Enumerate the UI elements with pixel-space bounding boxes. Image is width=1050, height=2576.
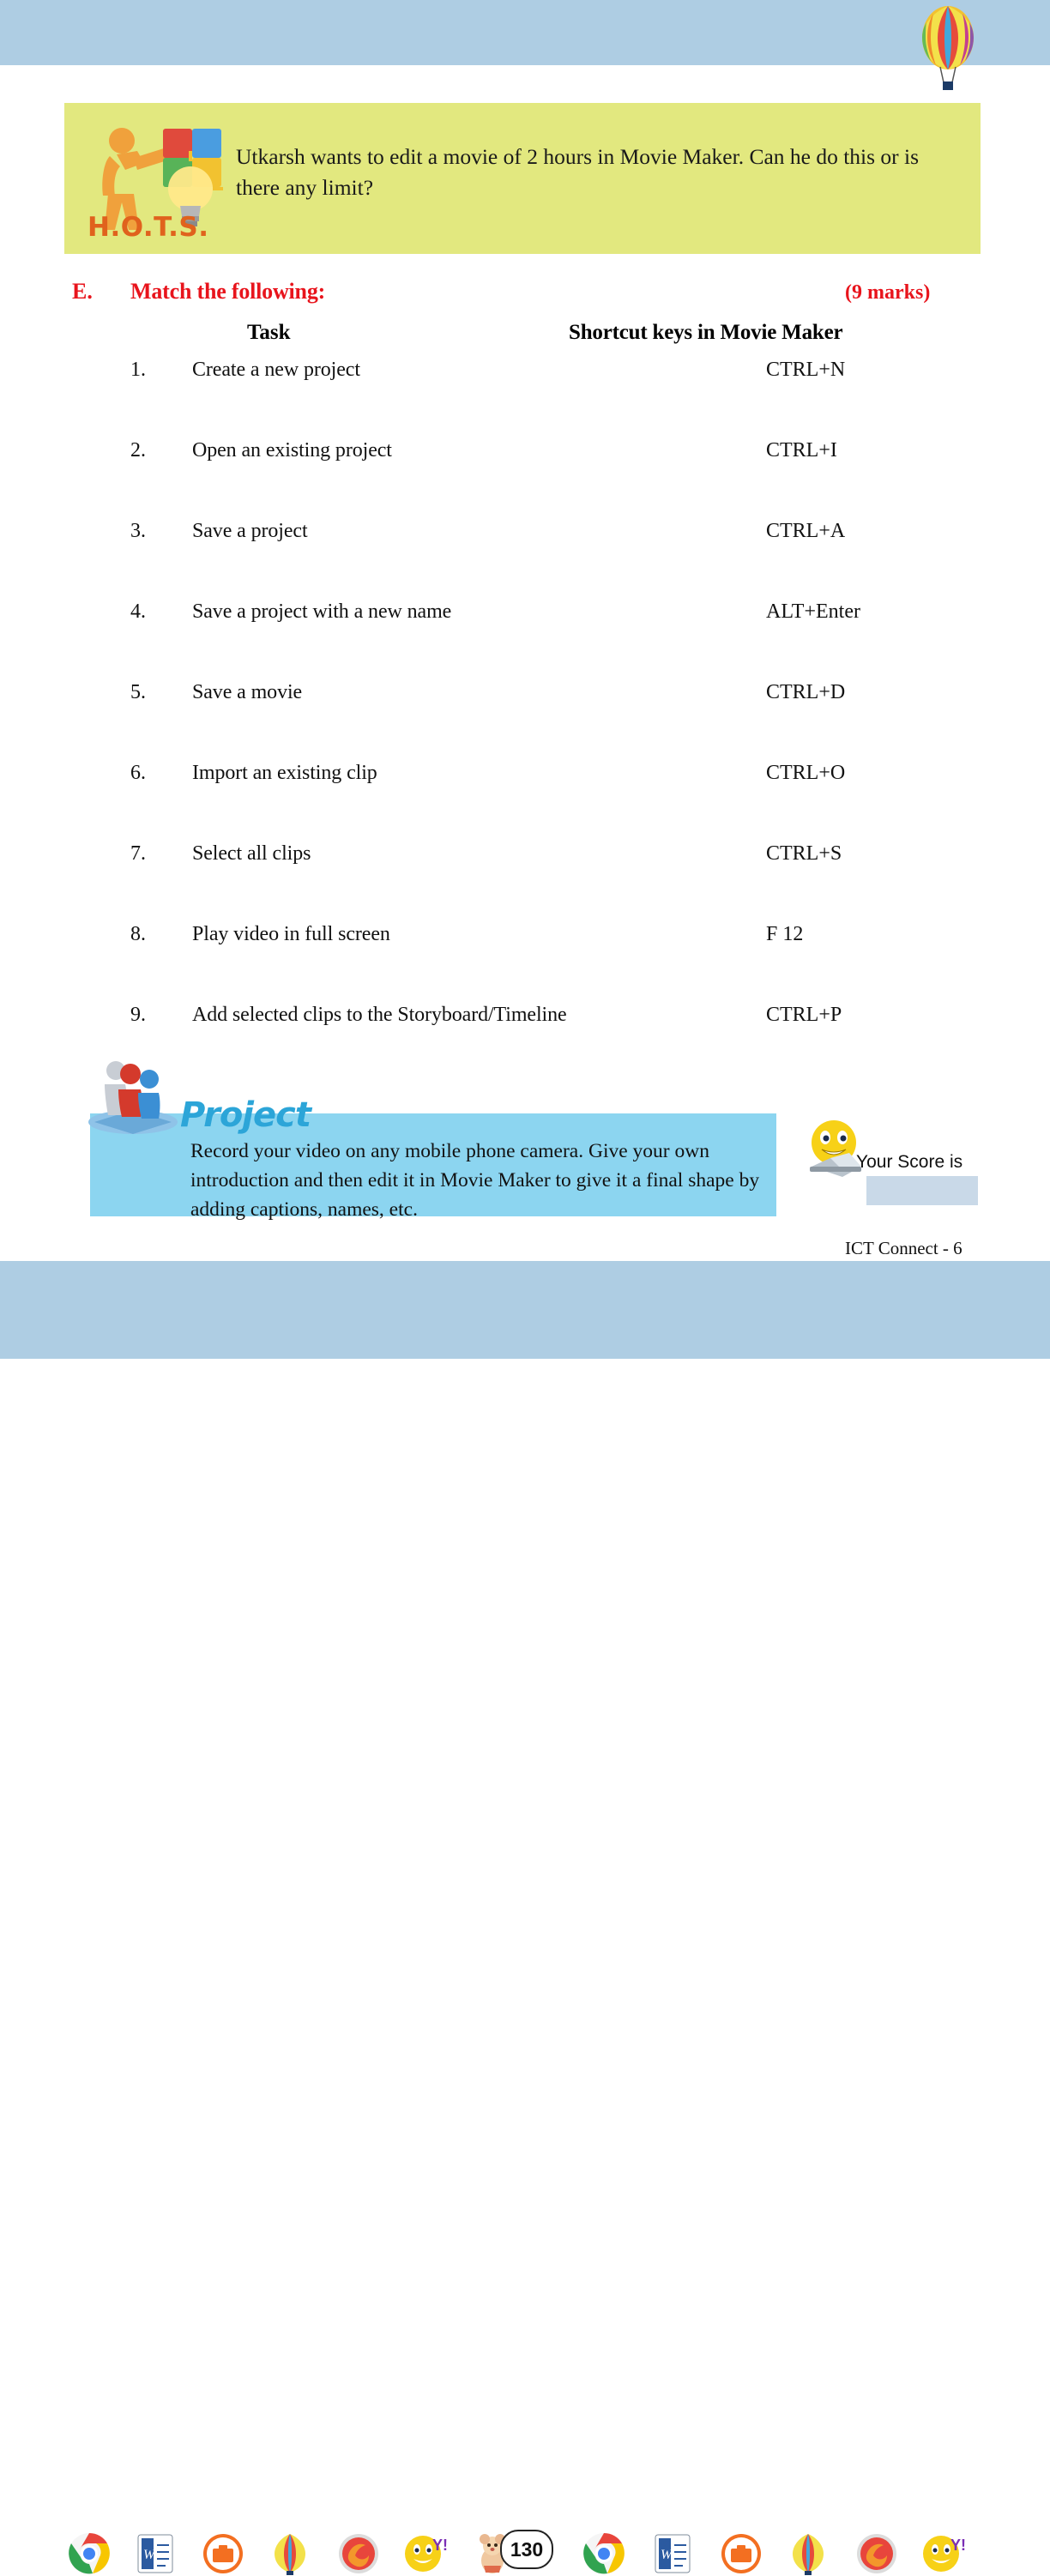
firefox-icon xyxy=(336,2531,381,2576)
svg-text:Y!: Y! xyxy=(432,2537,448,2554)
table-row xyxy=(0,842,1050,923)
match-the-following-list xyxy=(0,359,1050,1084)
row-task: Create a new project xyxy=(192,359,360,381)
row-number: 5. xyxy=(130,681,146,703)
yahoo-icon xyxy=(921,2531,966,2576)
bottom-icon-strip xyxy=(0,1264,1050,2562)
project-label: Project xyxy=(180,1095,311,1135)
table-row xyxy=(0,439,1050,520)
row-task: Open an existing project xyxy=(192,439,392,462)
row-shortcut: CTRL+D xyxy=(766,681,846,703)
hots-label: H.O.T.S. xyxy=(88,212,209,243)
row-number: 3. xyxy=(130,520,146,542)
row-number: 7. xyxy=(130,842,146,865)
row-number: 6. xyxy=(130,762,146,784)
balloon-icon xyxy=(920,5,976,91)
balloon-icon xyxy=(786,2531,830,2576)
balloon-icon xyxy=(268,2531,312,2576)
svg-text:W: W xyxy=(661,2548,673,2562)
briefcase-icon xyxy=(201,2531,245,2576)
page-number: 130 xyxy=(500,2530,553,2569)
score-label: Your Score is xyxy=(856,1152,963,1172)
footer-reference: ICT Connect - 6 xyxy=(845,1238,962,1258)
table-row xyxy=(0,762,1050,842)
row-shortcut: CTRL+A xyxy=(766,520,846,542)
project-people-icon xyxy=(86,1057,180,1134)
row-task: Import an existing clip xyxy=(192,762,377,784)
row-task: Save a project with a new name xyxy=(192,600,452,623)
table-row xyxy=(0,681,1050,762)
row-shortcut: CTRL+N xyxy=(766,359,846,381)
hots-question: Utkarsh wants to edit a movie of 2 hours in Movie Maker. Can he do this or is there any limit? xyxy=(236,144,920,200)
row-number: 1. xyxy=(130,359,146,381)
row-shortcut: CTRL+S xyxy=(766,842,842,865)
table-row xyxy=(0,600,1050,681)
column-header-task: Task xyxy=(247,321,291,344)
row-shortcut: CTRL+P xyxy=(766,1004,842,1026)
word-icon xyxy=(133,2531,178,2576)
row-number: 9. xyxy=(130,1004,146,1026)
firefox-icon xyxy=(854,2531,899,2576)
row-task: Select all clips xyxy=(192,842,311,865)
svg-text:Y!: Y! xyxy=(950,2537,966,2554)
chrome-icon xyxy=(67,2531,112,2576)
project-description: Record your video on any mobile phone camera. Give your own introduction and then edit it in Movie Maker to give it a final shape by adding captions, names, etc. xyxy=(190,1140,760,1221)
row-shortcut: F 12 xyxy=(766,923,804,945)
chrome-icon xyxy=(582,2531,626,2576)
section-marks: (9 marks) xyxy=(845,281,931,304)
row-shortcut: CTRL+I xyxy=(766,439,837,462)
section-letter: E. xyxy=(72,279,93,304)
briefcase-icon xyxy=(719,2531,763,2576)
row-number: 4. xyxy=(130,600,146,623)
score-value-field[interactable] xyxy=(866,1176,978,1205)
top-banner xyxy=(0,0,1050,65)
svg-text:W: W xyxy=(143,2548,155,2562)
row-task: Play video in full screen xyxy=(192,923,390,945)
section-title: Match the following: xyxy=(130,279,326,304)
row-task: Save a movie xyxy=(192,681,303,703)
table-row xyxy=(0,520,1050,600)
yahoo-icon xyxy=(403,2531,448,2576)
row-shortcut: CTRL+O xyxy=(766,762,846,784)
word-icon xyxy=(650,2531,695,2576)
row-number: 8. xyxy=(130,923,146,945)
row-task: Add selected clips to the Storyboard/Timeline xyxy=(192,1004,567,1026)
table-row xyxy=(0,923,1050,1004)
table-row xyxy=(0,359,1050,439)
row-number: 2. xyxy=(130,439,146,462)
row-shortcut: ALT+Enter xyxy=(766,600,860,623)
column-header-shortcut-keys: Shortcut keys in Movie Maker xyxy=(569,321,843,344)
row-task: Save a project xyxy=(192,520,308,542)
